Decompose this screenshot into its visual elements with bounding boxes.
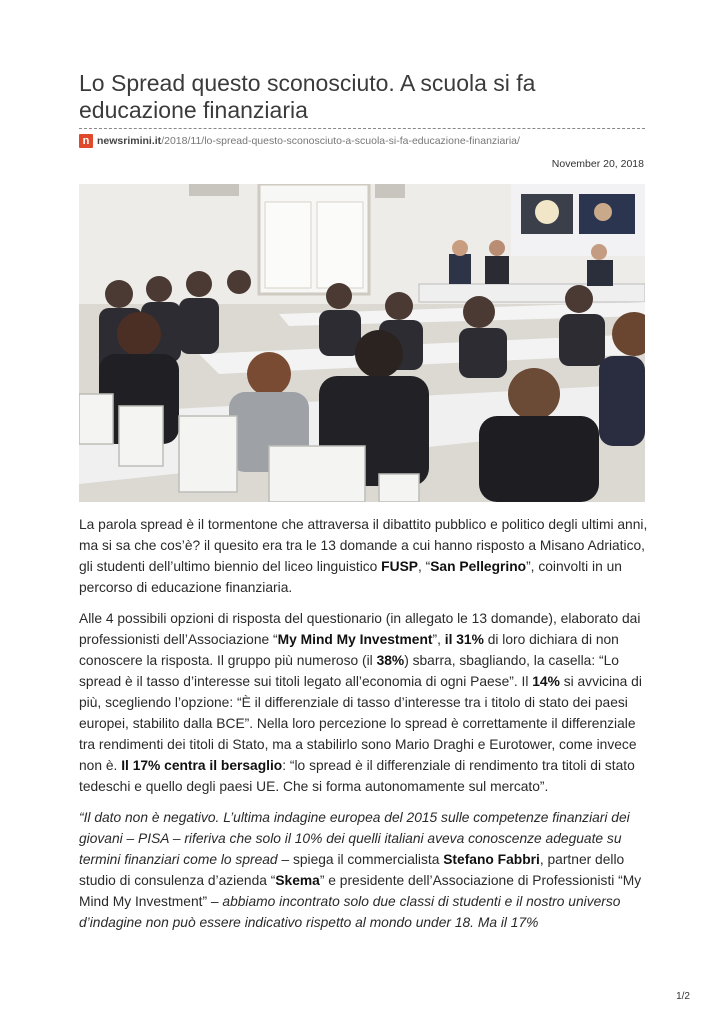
paragraph-2: Alle 4 possibili opzioni di risposta del questionario (in allegato le 13 domande), elaborato dai professionisti dell’Associazione “My Mind My Investment”, il 31% di loro dichiara di non conoscere la risposta. Il gruppo più numeroso (il 38%) sbarra, sbagliando, la casella: “Lo spread è il tasso d’interesse sui titoli legato all’economia di ogni Paese”. Il 14% si avvicina di più, scegliendo l’opzione: “È il differenziale di tasso d’interesse tra i titolo di stato dei paesi europei, stabilito dalla BCE”. Nella loro percezione lo spread è correttamente il differenziale tra rendimenti dei titoli di Stato, ma a stabilirlo sono Mario Draghi e Eurotower, come invece non è. Il 17% centra il bersaglio: “lo spread è il differenziale di rendimento tra titoli di stato tedeschi e quello degli paesi UE. Che si forma autonomamente sul mercato”. — [79, 611, 642, 794]
paragraph-3: “Il dato non è negativo. L’ultima indagine europea del 2015 sulle competenze finanziari dei giovani – PISA – riferiva che solo il 10% dei quelli italiani aveva conoscenze adeguate su termini finanziari come lo spread – spiega il commercialista Stefano Fabbri, partner dello studio di consulenza d’azienda “Skema” e presidente dell’Associazione di Professionisti “My Mind My Investment” – abbiamo incontrato solo due classi di studenti e il nostro universo d’indagine non può essere indicativo rispetto al mondo under 18. Ma il 17% — [79, 810, 642, 930]
article-title: Lo Spread questo sconosciuto. A scuola si fa educazione finanziaria — [79, 70, 536, 123]
newsrimini-logo-icon: n — [79, 134, 93, 148]
source-url[interactable] — [79, 133, 520, 149]
article-body — [79, 514, 651, 943]
article-date: November 20, 2018 — [551, 158, 644, 170]
page-number: 1/2 — [676, 991, 690, 1002]
title-divider — [79, 128, 645, 129]
source-domain[interactable]: newsrimini.it — [97, 135, 162, 147]
source-path[interactable]: /2018/11/lo-spread-questo-sconosciuto-a-scuola-si-fa-educazione-finanziaria/ — [161, 135, 520, 147]
paragraph-1: La parola spread è il tormentone che attraversa il dibattito pubblico e politico degli ultimi anni, ma si sa che cos’è? il quesito era tra le 13 domande a cui hanno risposto a Misano Adriatico, gli studenti dell’ultimo biennio del liceo linguistico FUSP, “San Pellegrino”, coinvolti in un percorso di educazione finanziaria. — [79, 517, 648, 595]
classroom-photo — [79, 184, 645, 502]
